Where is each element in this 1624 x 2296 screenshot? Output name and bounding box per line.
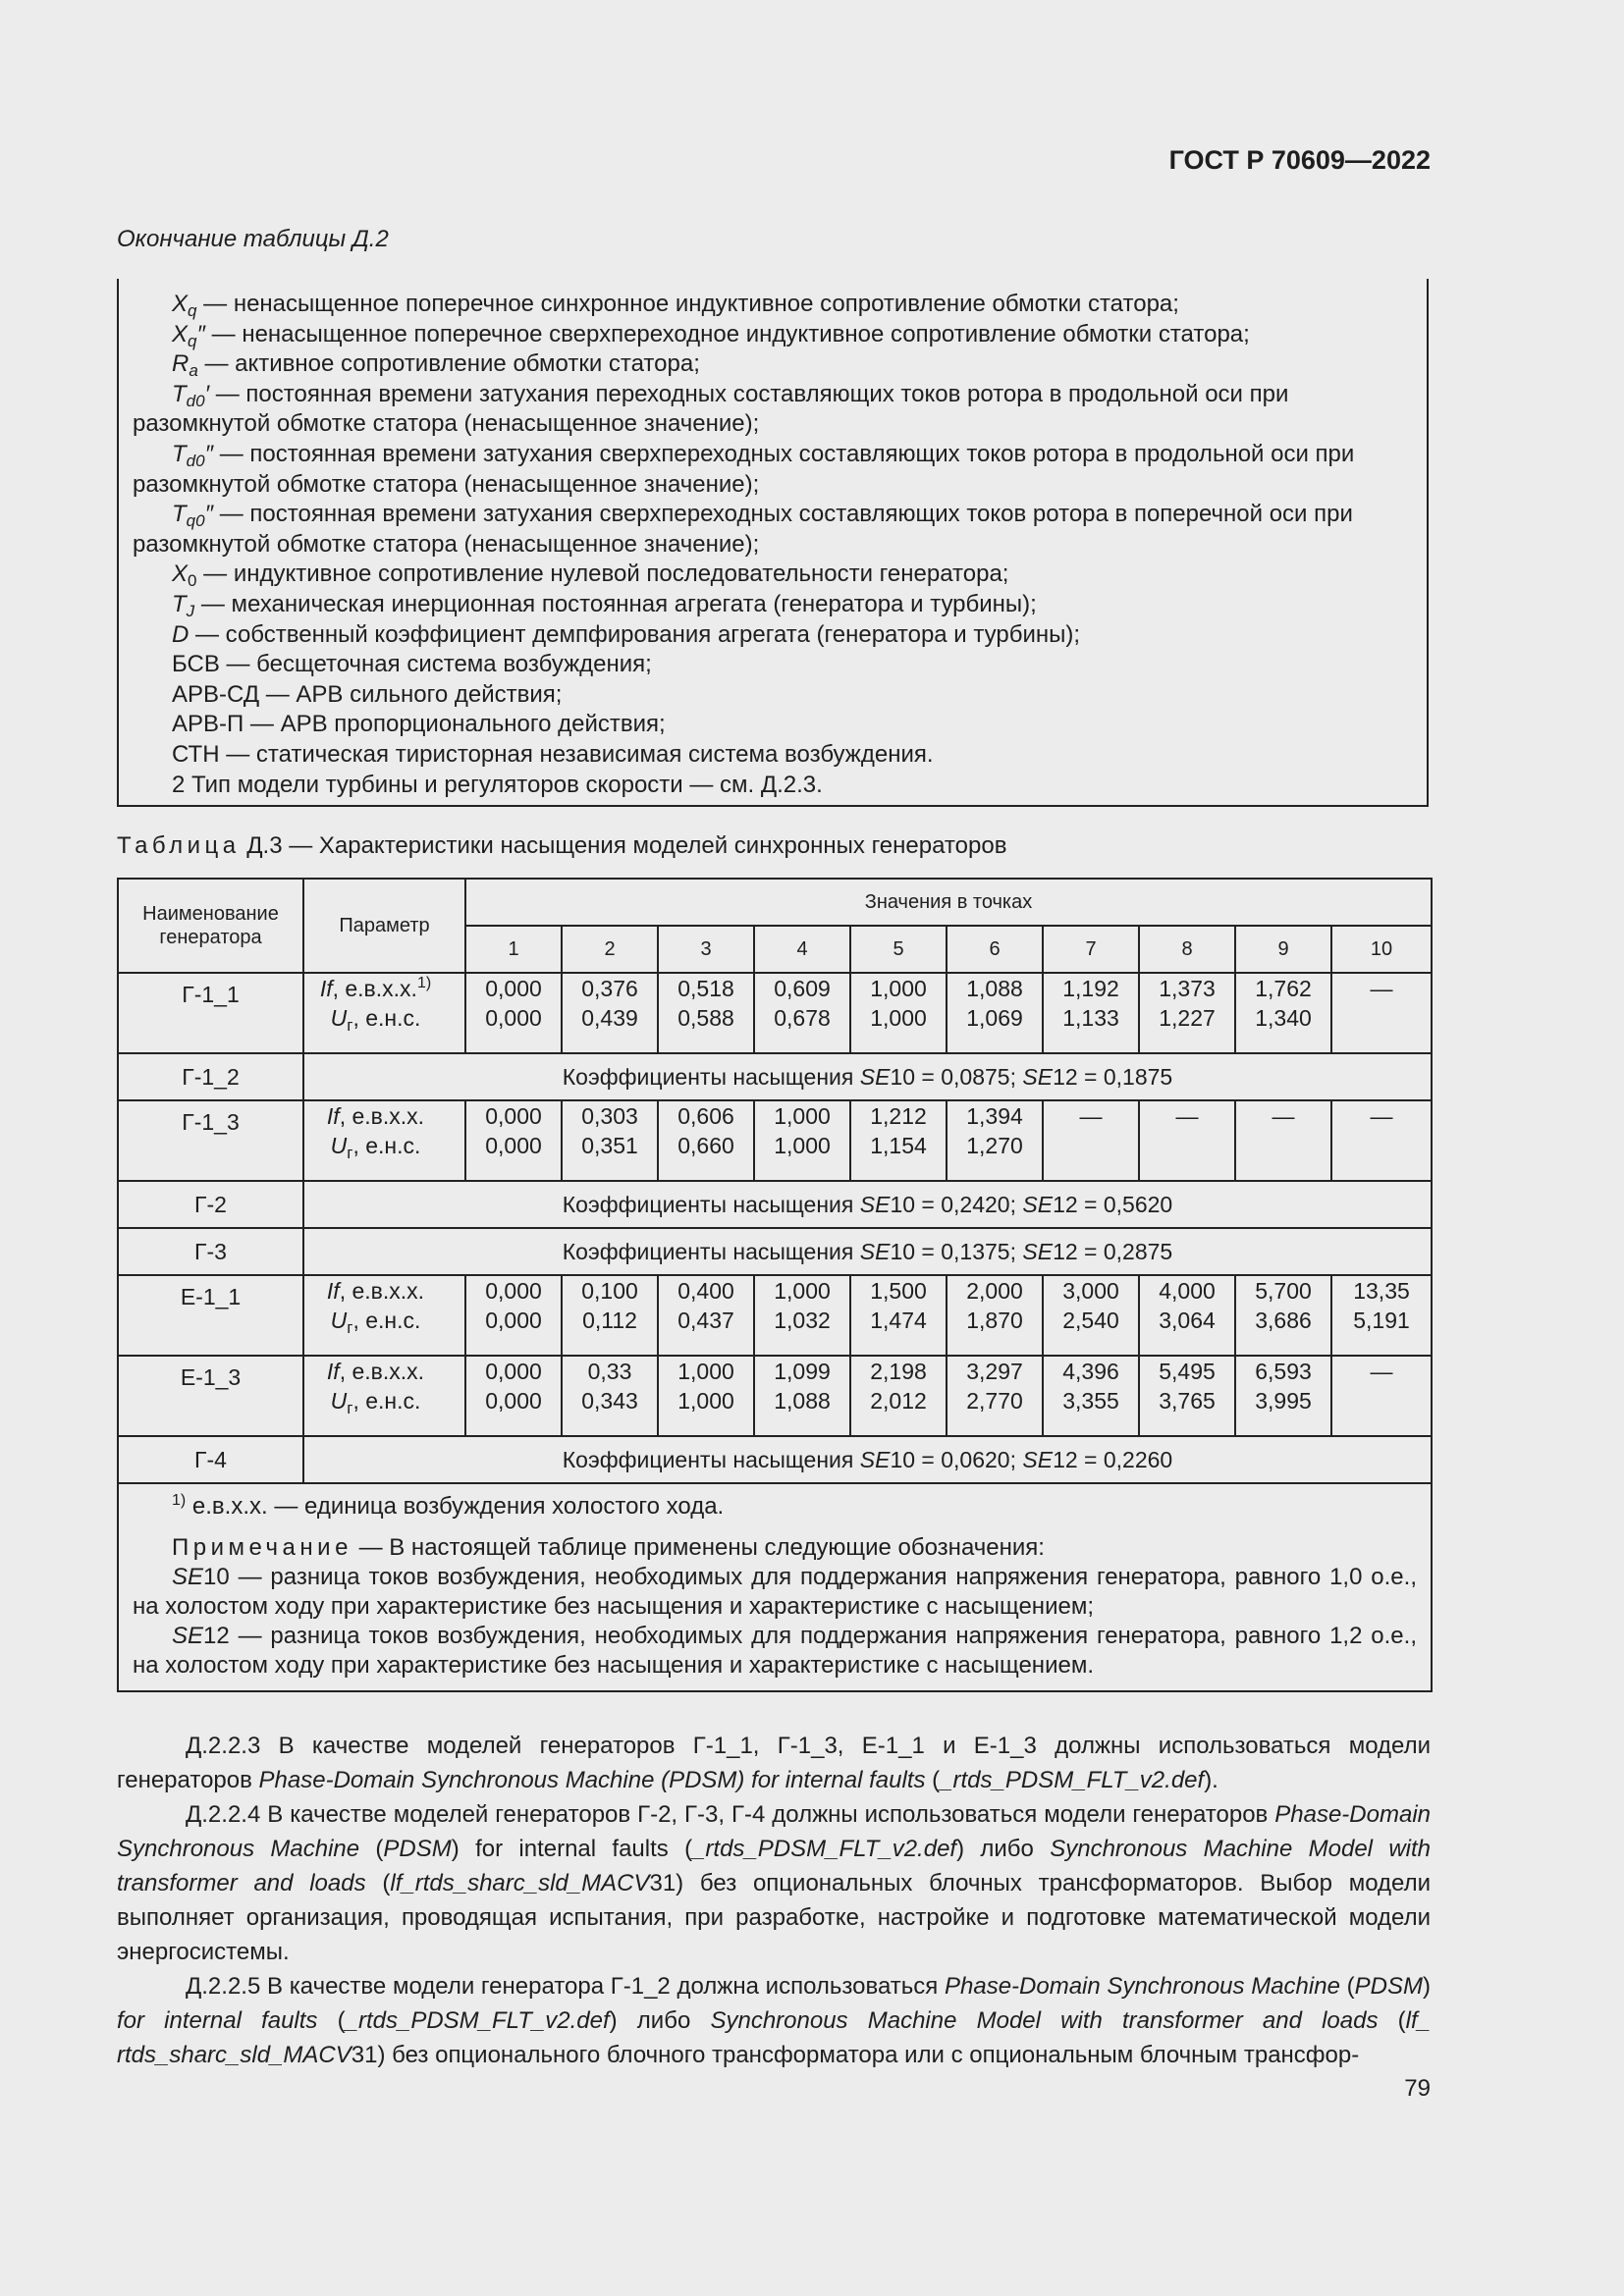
note-bsv: БСВ — бесщеточная система возбуждения; [172, 651, 652, 678]
value-cell: 2,198 2,012 [850, 1356, 947, 1436]
table-row [118, 1275, 1432, 1356]
table-note-line: Примечание — В настоящей таблице применены следующие обозначения: [172, 1534, 1045, 1561]
note-x0: $X_0$ — индуктивное сопротивление нулевой последовательности генератора; [172, 561, 1009, 591]
value-cell: 1,394 1,270 [947, 1100, 1043, 1181]
value-cell: 5,495 3,765 [1139, 1356, 1235, 1436]
note-ra: $R_a$ — активное сопротивление обмотки статора; [172, 350, 700, 381]
value-cell: — [1331, 973, 1432, 1053]
standard-code: ГОСТ Р 70609—2022 [1168, 145, 1431, 175]
note-td0p: $T_{d0}'$ — постоянная времени затухания переходных составляющих токов ротора в продольной оси при разомкнутой обмотке статора (ненасыщенное значение); [133, 380, 1289, 438]
note-stn: СТН — статическая тиристорная независимая система возбуждения. [172, 740, 934, 768]
value-cell: 0,000 0,000 [465, 973, 562, 1053]
parameter-cell: If, е.в.х.х. $U_г$, е.н.с. [303, 1356, 465, 1436]
col-header-param: Параметр [303, 879, 465, 973]
col-header-values: Значения в точках [465, 879, 1432, 926]
table-row [118, 1436, 1432, 1483]
generator-name: Г-1_1 [118, 973, 303, 1053]
saturation-table [117, 878, 1433, 1692]
generator-name: Г-2 [118, 1181, 303, 1228]
value-cell: 1,373 1,227 [1139, 973, 1235, 1053]
parameter-cell: If, е.в.х.х.$^{1)}$ $U_г$, е.н.с. [303, 973, 465, 1053]
value-cell: — [1331, 1100, 1432, 1181]
note-xq: $X_q$ — ненасыщенное поперечное синхронное индуктивное сопротивление обмотки статора; [172, 291, 1179, 320]
value-cell: 0,33 0,343 [562, 1356, 658, 1436]
paragraph-d224: Д.2.2.4 В качестве моделей генераторов Г-2, Г-3, Г-4 должны использоваться модели генераторов Phase-Domain Synchronous Machine (PDSM) for internal faults (_rtds_PDSM_FLT_v2.def) либо Synchronous Machine Model with transformer and loads (lf_rtds_sharc_sld_MACV31) без опциональных блочных трансформаторов. Выбор модели выполняет организация, проводящая испытания, при разработке, настройке и подготовке математической модели энергосистемы. [117, 1801, 1432, 1965]
value-cell: 0,518 0,588 [658, 973, 754, 1053]
value-cell: 0,303 0,351 [562, 1100, 658, 1181]
saturation-coefficients: Коэффициенты насыщения SE10 = 0,2420; SE12 = 0,5620 [303, 1181, 1432, 1228]
col-header-point-6: 6 [947, 926, 1043, 973]
value-cell: 0,606 0,660 [658, 1100, 754, 1181]
value-cell: 13,35 5,191 [1331, 1275, 1432, 1356]
value-cell: 1,192 1,133 [1043, 973, 1139, 1053]
value-cell: 1,000 1,032 [754, 1275, 850, 1356]
body-text [117, 1729, 1431, 2072]
note-arvsd: АРВ-СД — АРВ сильного действия; [172, 680, 563, 708]
value-cell: 3,297 2,770 [947, 1356, 1043, 1436]
parameter-cell: If, е.в.х.х. $U_г$, е.н.с. [303, 1275, 465, 1356]
note-xq2: $X_q''$ — ненасыщенное поперечное сверхпереходное индуктивное сопротивление обмотки статора; [172, 320, 1250, 350]
value-cell: 0,376 0,439 [562, 973, 658, 1053]
note-tj: $T_J$ — механическая инерционная постоянная агрегата (генератора и турбины); [172, 590, 1037, 620]
table-note-line: SE10 — разница токов возбуждения, необходимых для поддержания напряжения генератора, равного 1,0 о.е., на холостом ходу при характеристике без насыщения и характеристике с насыщением; [133, 1564, 1417, 1620]
value-cell: 0,609 0,678 [754, 973, 850, 1053]
saturation-coefficients: Коэффициенты насыщения SE10 = 0,0620; SE12 = 0,2260 [303, 1436, 1432, 1483]
value-cell: 4,000 3,064 [1139, 1275, 1235, 1356]
col-header-point-7: 7 [1043, 926, 1139, 973]
value-cell: 0,000 0,000 [465, 1100, 562, 1181]
parameter-cell: If, е.в.х.х. $U_г$, е.н.с. [303, 1100, 465, 1181]
col-header-point-10: 10 [1331, 926, 1432, 973]
generator-name: Г-1_2 [118, 1053, 303, 1100]
value-cell: 5,700 3,686 [1235, 1275, 1331, 1356]
value-cell: 1,000 1,000 [754, 1100, 850, 1181]
value-cell: — [1139, 1100, 1235, 1181]
value-cell: 0,000 0,000 [465, 1356, 562, 1436]
table-row [118, 1228, 1432, 1275]
value-cell: 3,000 2,540 [1043, 1275, 1139, 1356]
col-header-point-1: 1 [465, 926, 562, 973]
table-notes [118, 1483, 1432, 1691]
generator-name: Г-3 [118, 1228, 303, 1275]
table-footnote-row [118, 1483, 1432, 1691]
col-header-point-4: 4 [754, 926, 850, 973]
value-cell: — [1235, 1100, 1331, 1181]
value-cell: 1,099 1,088 [754, 1356, 850, 1436]
col-header-point-2: 2 [562, 926, 658, 973]
generator-name: Г-4 [118, 1436, 303, 1483]
paragraph-d223: Д.2.2.3 В качестве моделей генераторов Г-1_1, Г-1_3, Е-1_1 и Е-1_3 должны использоваться модели генераторов Phase-Domain Synchronous Machine (PDSM) for internal faults (_rtds_PDSM_FLT_v2.def). [117, 1733, 1431, 1793]
table-row [118, 973, 1432, 1053]
value-cell: 0,400 0,437 [658, 1275, 754, 1356]
value-cell: 0,000 0,000 [465, 1275, 562, 1356]
value-cell: 2,000 1,870 [947, 1275, 1043, 1356]
value-cell: 1,088 1,069 [947, 973, 1043, 1053]
value-cell: — [1331, 1356, 1432, 1436]
value-cell: 1,500 1,474 [850, 1275, 947, 1356]
col-header-point-5: 5 [850, 926, 947, 973]
table-note-line: $^{1)}$ е.в.х.х. — единица возбуждения холостого хода. [172, 1492, 725, 1520]
value-cell: 6,593 3,995 [1235, 1356, 1331, 1436]
value-cell: — [1043, 1100, 1139, 1181]
note-td0pp: $T_{d0}''$ — постоянная времени затухания сверхпереходных составляющих токов ротора в продольной оси при разомкнутой обмотке статора (ненасыщенное значение); [133, 440, 1355, 498]
col-header-point-8: 8 [1139, 926, 1235, 973]
note-arvp: АРВ-П — АРВ пропорционального действия; [172, 711, 666, 738]
col-header-point-3: 3 [658, 926, 754, 973]
value-cell: 1,762 1,340 [1235, 973, 1331, 1053]
value-cell: 1,000 1,000 [850, 973, 947, 1053]
page-number: 79 [1404, 2075, 1431, 2102]
note-2: 2 Тип модели турбины и регуляторов скорости — см. Д.2.3. [172, 771, 823, 798]
saturation-coefficients: Коэффициенты насыщения SE10 = 0,1375; SE12 = 0,2875 [303, 1228, 1432, 1275]
value-cell: 0,100 0,112 [562, 1275, 658, 1356]
value-cell: 1,000 1,000 [658, 1356, 754, 1436]
table-d3-caption: Таблица Д.3 — Характеристики насыщения моделей синхронных генераторов [117, 832, 1007, 859]
continuation-title: Окончание таблицы Д.2 [117, 226, 389, 252]
generator-name: Е-1_3 [118, 1356, 303, 1436]
generator-name: Е-1_1 [118, 1275, 303, 1356]
value-cell: 1,212 1,154 [850, 1100, 947, 1181]
table-row [118, 1181, 1432, 1228]
col-header-point-9: 9 [1235, 926, 1331, 973]
table-d2-notes [117, 279, 1429, 807]
note-d: D — собственный коэффициент демпфирования агрегата (генератора и турбины); [172, 620, 1081, 648]
table-row [118, 1053, 1432, 1100]
note-tq0pp: $T_{q0}''$ — постоянная времени затухания сверхпереходных составляющих токов ротора в поперечной оси при разомкнутой обмотке статора (ненасыщенное значение); [133, 501, 1353, 558]
paragraph-d225: Д.2.2.5 В качестве модели генератора Г-1_2 должна использоваться Phase-Domain Synchronous Machine (PDSM) for internal faults (_rtds_PDSM_FLT_v2.def) либо Synchronous Machine Model with transformer and loads (lf_ rtds_sharc_sld_MACV31) без опционального блочного трансформатора или с опциональным блочным трансфор- [117, 1973, 1431, 2068]
saturation-coefficients: Коэффициенты насыщения SE10 = 0,0875; SE12 = 0,1875 [303, 1053, 1432, 1100]
generator-name: Г-1_3 [118, 1100, 303, 1181]
table-row [118, 1356, 1432, 1436]
value-cell: 4,396 3,355 [1043, 1356, 1139, 1436]
col-header-name: Наименование генератора [118, 879, 303, 973]
table-row [118, 1100, 1432, 1181]
table-note-line: SE12 — разница токов возбуждения, необходимых для поддержания напряжения генератора, равного 1,2 о.е., на холостом ходу при характеристике без насыщения и характеристике с насыщением. [133, 1623, 1417, 1679]
